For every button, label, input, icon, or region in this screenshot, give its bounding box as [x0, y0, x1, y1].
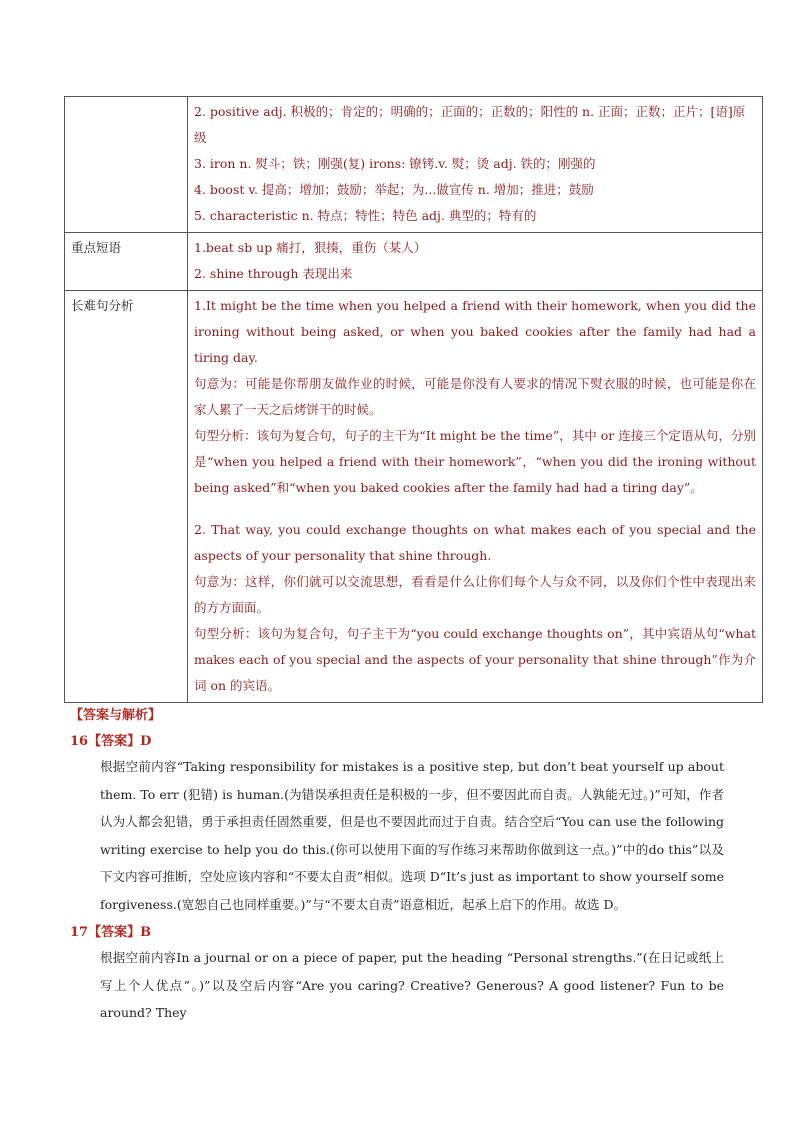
table-row — [65, 233, 763, 291]
sentence-2-english: 2. That way, you could exchange thoughts on what makes each of you special and the aspects of your personality that shine through. — [194, 522, 756, 563]
row-label-empty — [65, 97, 188, 233]
answer-17-heading: 17【答案】B — [70, 925, 152, 940]
row-label-key-phrases: 重点短语 — [65, 233, 188, 291]
sentence-1-analysis: 句型分析：该句为复合句，句子的主干为“It might be the time”，其中 or 连接三个定语从句，分别是“when you helped a friend with their homework”，“when you did the ironing without being asked”和“when you baked cookies after the family had had a tiring day”。 — [194, 428, 756, 495]
answers-heading: 【答案与解析】 — [70, 708, 162, 723]
phrases-cell — [188, 233, 763, 291]
sentence-analysis-cell — [188, 291, 763, 703]
answer-16-explanation: 根据空前内容“Taking responsibility for mistakes is a positive step, but don’t beat yourself up about them. To err (犯错) is human.(为错误承担责任是积极的一步，但不要因此而自责。人孰能无过。)”可知，作者认为人都会犯错，勇于承担责任固然重要，但是也不要因此而过于自责。结合空后“You can use the following writing exercise to help you do this.(你可以使用下面的写作练习来帮助你做到这一点。)”中的do this”以及下文内容可推断，空处应该内容和“不要太自责”相似。选项 D“It’s just as important to show yourself some forgiveness.(宽恕自己也同样重要。)”与“不要太自责”语意相近，起承上启下的作用。故选 D。 — [100, 759, 724, 912]
phrase-beat-up: 1.beat sb up 痛打，狠揍，重伤（某人） — [194, 240, 427, 255]
table-row — [65, 97, 763, 233]
sentence-2-meaning: 句意为：这样，你们就可以交流思想，看看是什么让你们每个人与众不同，以及你们个性中表现出来的方方面面。 — [194, 574, 756, 615]
answer-16-heading: 16【答案】D — [70, 734, 152, 749]
sentence-2-analysis: 句型分析：该句为复合句，句子主干为“you could exchange thoughts on”，其中宾语从句“what makes each of you special and the aspects of your personality that shine through”作为介词 on 的宾语。 — [194, 626, 756, 693]
answer-17-explanation: 根据空前内容In a journal or on a piece of paper, put the heading “Personal strengths.”(在日记或纸上写上个人优点”。)”以及空后内容“Are you caring? Creative? Generous? A good listener? Fun to be around? They — [100, 950, 724, 1020]
paragraph-gap — [194, 501, 756, 517]
vocab-iron: 3. iron n. 熨斗；铁；刚强(复) irons: 镣铐.v. 熨；烫 adj. 铁的；刚强的 — [194, 156, 596, 171]
vocab-positive: 2. positive adj. 积极的；肯定的；明确的；正面的；正数的；阳性的 n. 正面；正数；正片；[语]原级 — [194, 104, 746, 145]
vocabulary-cell — [188, 97, 763, 233]
table-row — [65, 291, 763, 703]
answers-section — [70, 705, 724, 1027]
vocab-boost: 4. boost v. 提高；增加；鼓励；举起；为...做宣传 n. 增加；推进；鼓励 — [194, 182, 594, 197]
sentence-1-english: 1.It might be the time when you helped a friend with their homework, when you did the ironing without being asked, or when you baked cookies after the family had had a tiring day. — [194, 298, 756, 365]
vocabulary-notes-table — [64, 96, 763, 703]
vocab-characteristic: 5. characteristic n. 特点；特性；特色 adj. 典型的；特有的 — [194, 208, 537, 223]
phrase-shine-through: 2. shine through 表现出来 — [194, 266, 353, 281]
row-label-sentence-analysis: 长难句分析 — [65, 291, 188, 703]
sentence-1-meaning: 句意为：可能是你帮朋友做作业的时候，可能是你没有人要求的情况下熨衣服的时候，也可能是你在家人累了一天之后烤饼干的时候。 — [194, 376, 756, 417]
